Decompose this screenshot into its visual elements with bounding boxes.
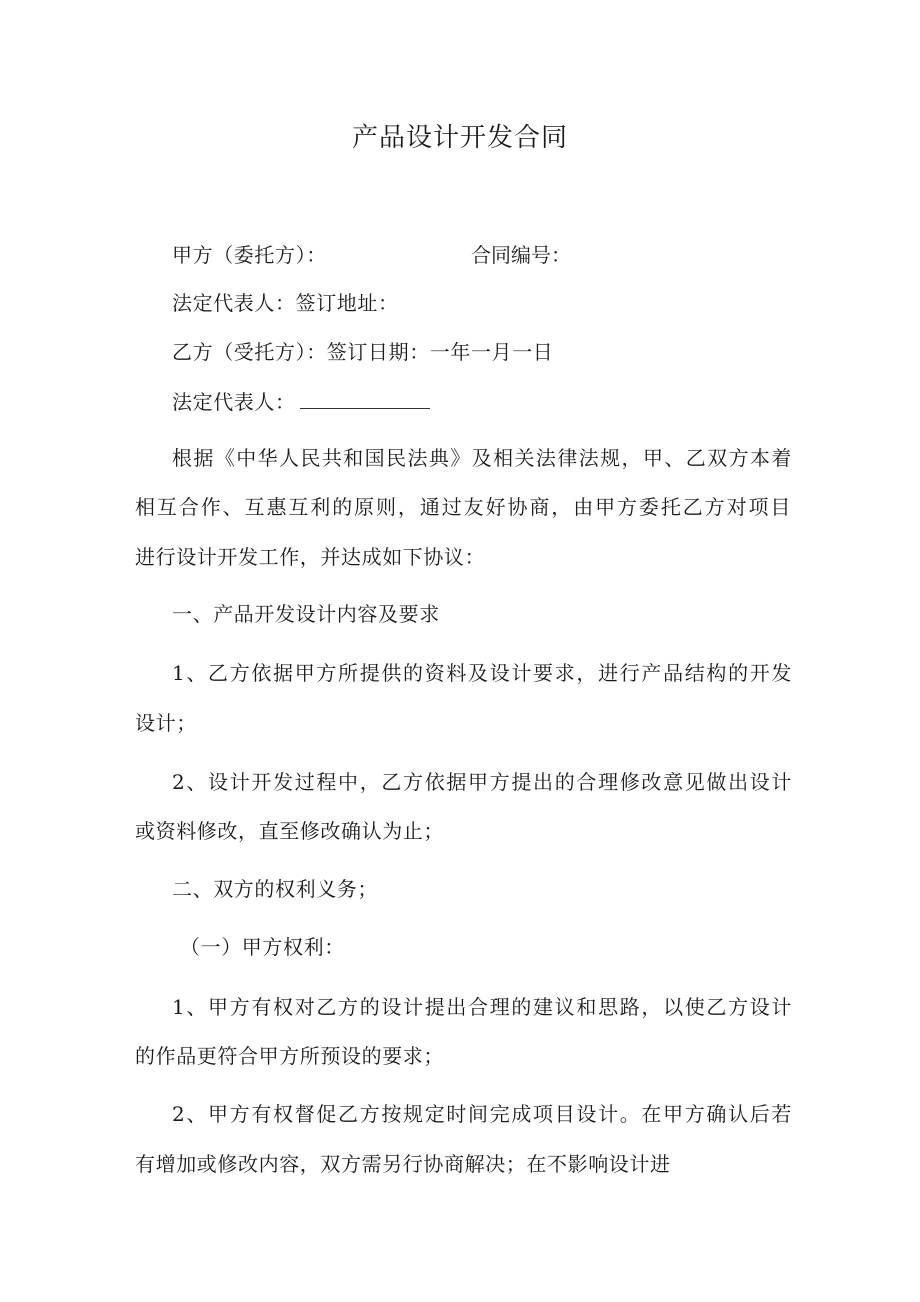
- contract-number-label: 合同编号：: [471, 243, 571, 267]
- section-1-item-1-line-1: 1、乙方依据甲方所提供的资料及设计要求，进行产品结构的开发: [172, 661, 792, 685]
- section-2-subheading: （一）甲方权利：: [180, 935, 345, 959]
- preamble-line-3: 进行设计开发工作，并达成如下协议：: [135, 545, 486, 569]
- representative-sign-place: 法定代表人：签订地址：: [172, 291, 399, 315]
- section-2-item-1-line-1: 1、甲方有权对乙方的设计提出合理的建议和思路，以使乙方设计: [172, 995, 792, 1019]
- section-1-heading: 一、产品开发设计内容及要求: [172, 602, 440, 626]
- section-2-item-2-line-1: 2、甲方有权督促乙方按规定时间完成项目设计。在甲方确认后若: [172, 1102, 792, 1126]
- party-b-representative-label: 法定代表人：: [172, 390, 296, 414]
- signature-blank: [300, 386, 430, 409]
- party-a-label: 甲方（委托方）：: [172, 243, 327, 267]
- party-b-sign-date: 乙方（受托方）：签订日期：一年一月一日: [172, 340, 554, 364]
- party-b-representative: [172, 386, 792, 417]
- section-1-item-2-line-2: 或资料修改，直至修改确认为止；: [135, 819, 444, 843]
- preamble-line-1: 根据《中华人民共和国民法典》及相关法律法规，甲、乙双方本着: [172, 446, 792, 470]
- section-2-item-2-line-2: 有增加或修改内容，双方需另行协商解决；在不影响设计进: [135, 1152, 671, 1176]
- section-2-item-1-line-2: 的作品更符合甲方所预设的要求；: [135, 1044, 444, 1068]
- document-title: 产品设计开发合同: [351, 123, 568, 153]
- preamble-line-2: 相互合作、互惠互利的原则，通过友好协商，由甲方委托乙方对项目: [135, 495, 791, 519]
- section-1-item-2-line-1: 2、设计开发过程中，乙方依据甲方提出的合理修改意见做出设计: [172, 770, 792, 794]
- section-2-heading: 二、双方的权利义务；: [172, 877, 378, 901]
- section-1-item-1-line-2: 设计；: [135, 711, 197, 735]
